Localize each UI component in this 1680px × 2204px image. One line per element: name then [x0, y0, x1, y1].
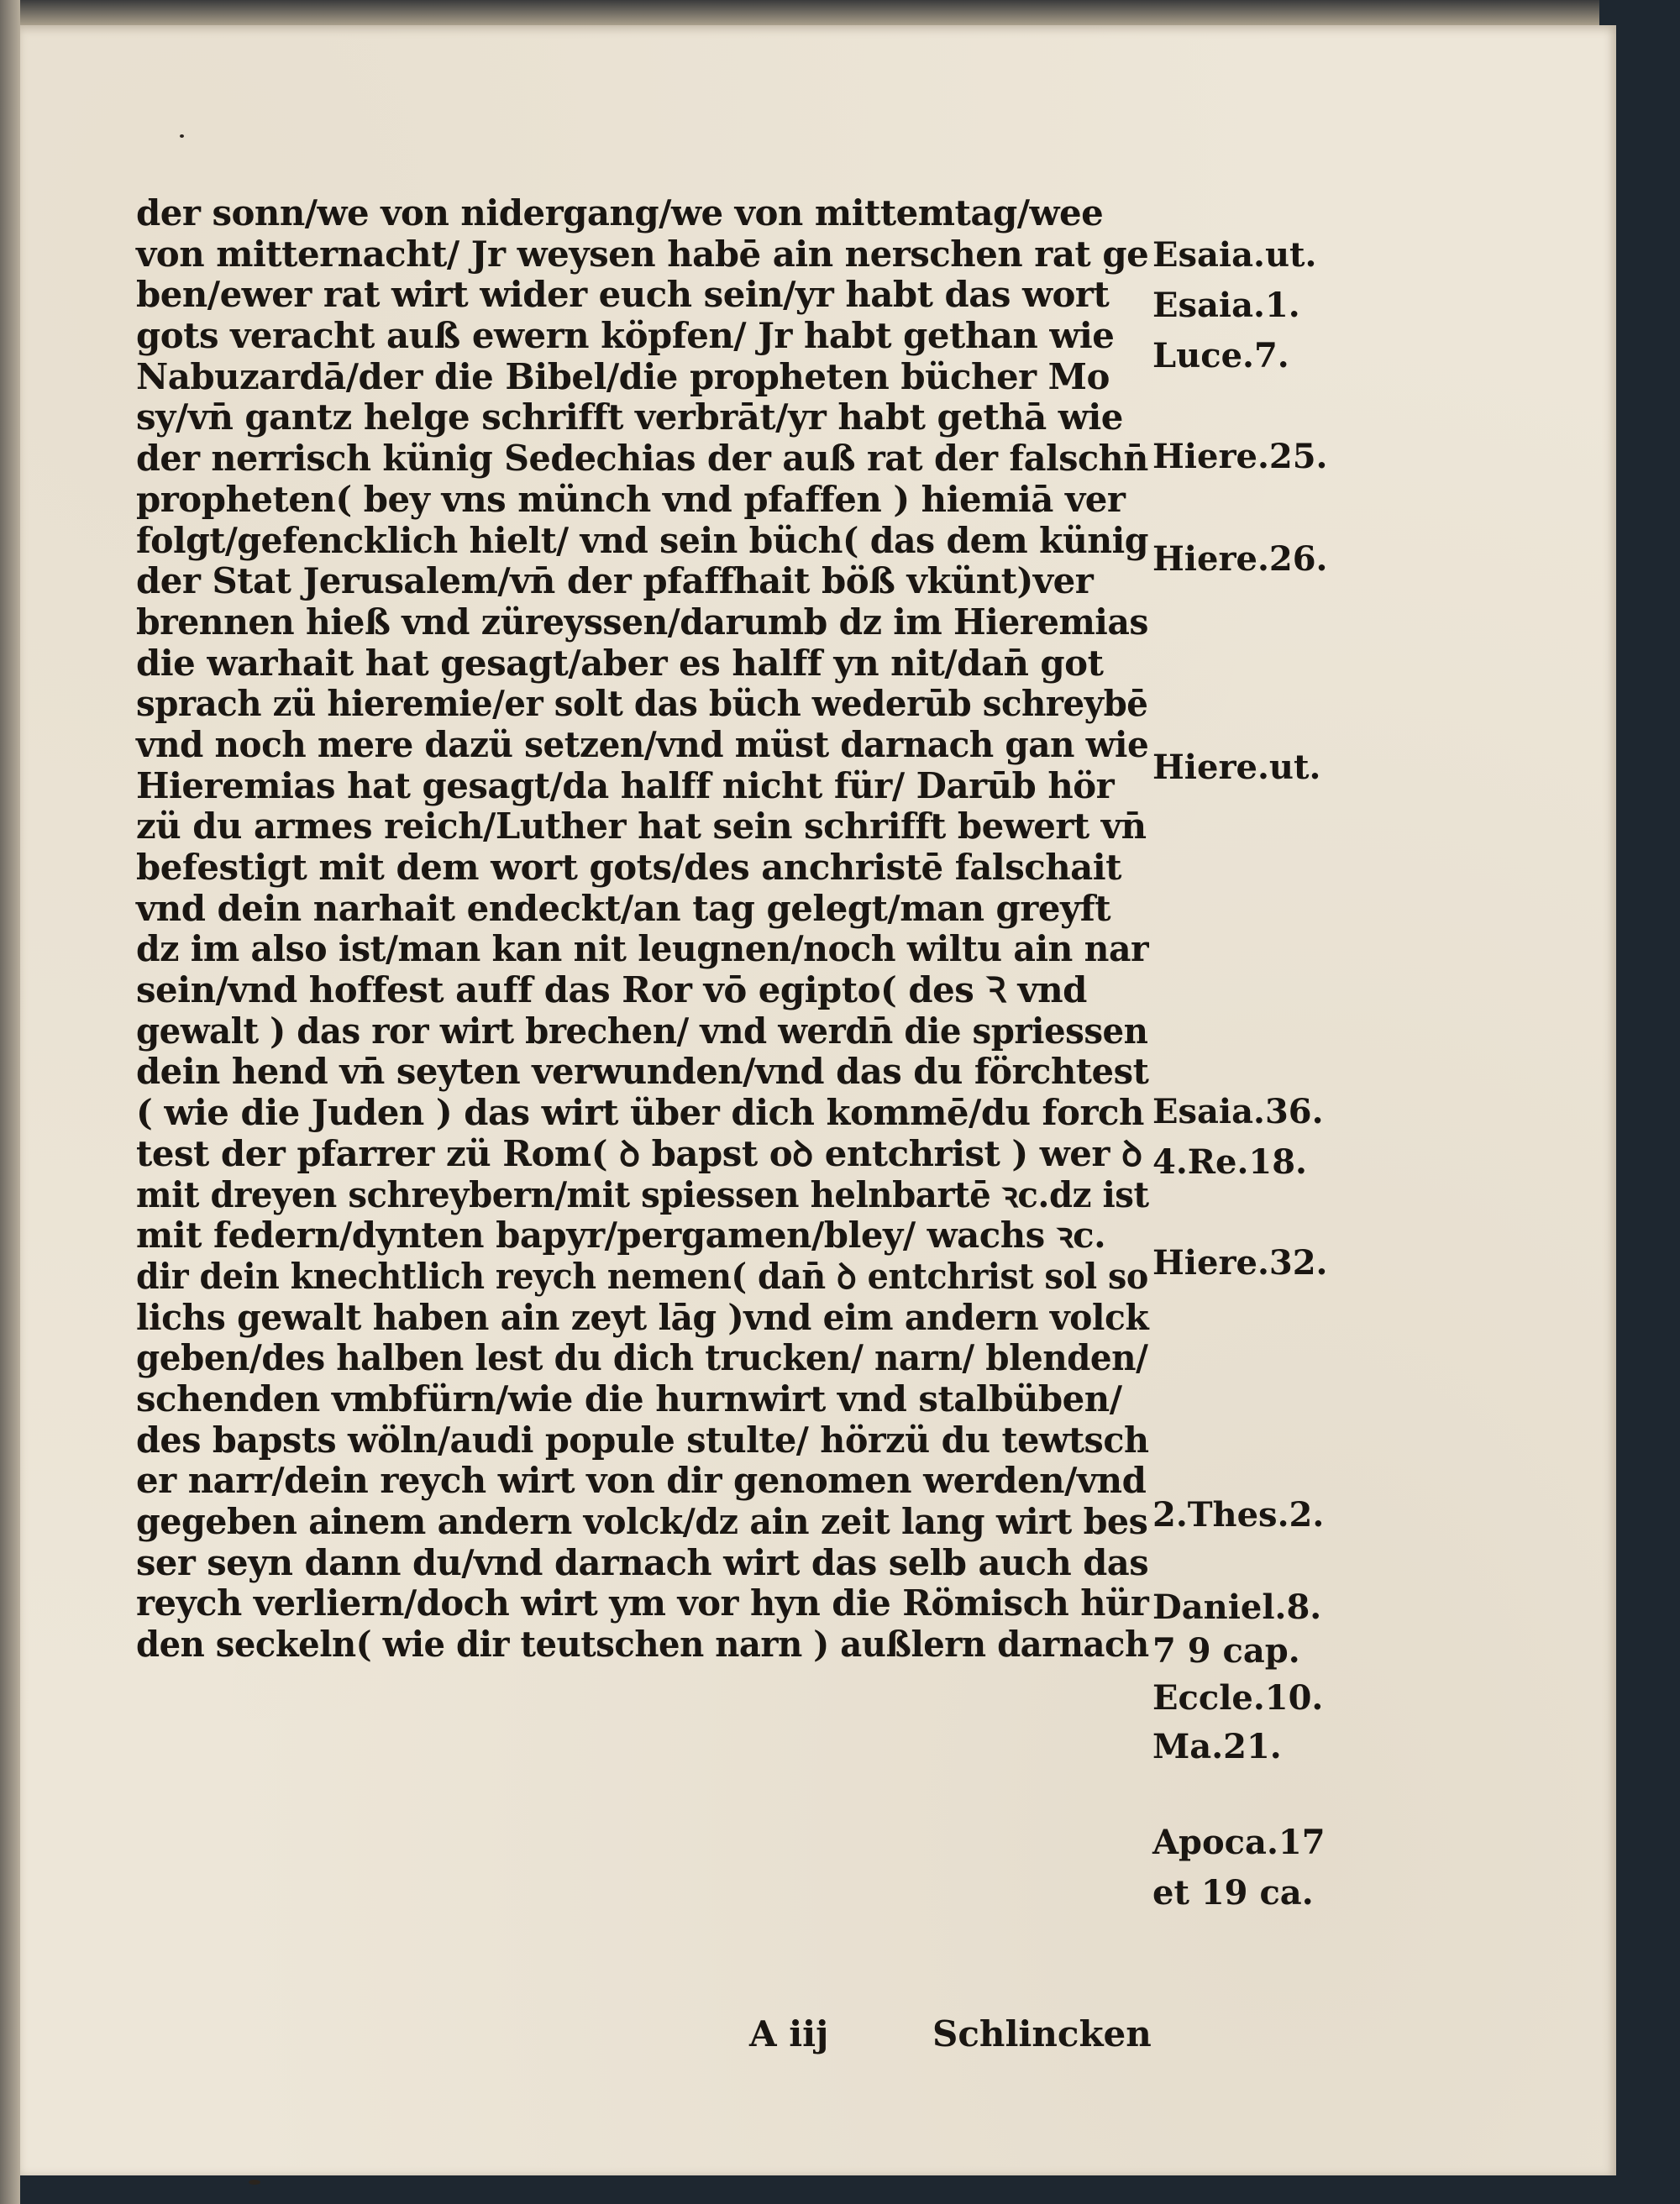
text-line: befestigt mit dem wort gots/des anchristē falschait	[136, 847, 1121, 888]
text-line: des bapsts wöln/audi popule stulte/ hörzü du tewtsch	[136, 1419, 1149, 1461]
text-line: gegeben ainem andern volck/dz ain zeit lang wirt bes	[136, 1501, 1148, 1542]
ink-speck	[249, 2180, 260, 2185]
margin-note: et 19 ca.	[1152, 1873, 1314, 1913]
text-line: Hieremias hat gesagt/da halff nicht für/ Darūb hör	[136, 764, 1115, 806]
margin-note: Hiere.25.	[1152, 437, 1328, 476]
margin-note: Apoca.17	[1152, 1823, 1326, 1862]
margin-note: 4.Re.18.	[1152, 1142, 1307, 1182]
text-line: dz im also ist/man kan nit leugnen/noch wiltu ain nar	[136, 928, 1149, 970]
text-line: der sonn/we von nidergang/we von mittemtag/wee	[136, 192, 1104, 234]
text-line: sprach zü hieremie/er solt das büch wederūb schreybē	[136, 683, 1148, 725]
margin-note: Esaia.ut.	[1152, 235, 1317, 275]
text-line: sein/vnd hoffest auff das Ror vō egipto( des Ꝛ vnd	[136, 969, 1087, 1011]
margin-notes	[1152, 25, 1362, 2175]
text-line: er narr/dein reych wirt von dir genomen werden/vnd	[136, 1460, 1147, 1502]
text-line: den seckeln( wie dir teutschen narn ) außlern darnach	[136, 1624, 1149, 1666]
catchword: Schlincken	[932, 2013, 1152, 2054]
text-line: die warhait hat gesagt/aber es halff yn nit/dan̄ got	[136, 642, 1104, 684]
text-line: dein hend vn̄ seyten verwunden/vnd das du förchtest	[136, 1051, 1149, 1093]
text-line: vnd dein narhait endeckt/an tag gelegt/man greyft	[136, 887, 1111, 929]
text-line: Nabuzardā/der die Bibel/die propheten bücher Mo	[136, 355, 1110, 397]
margin-note: Hiere.ut.	[1152, 748, 1321, 787]
text-line: der Stat Jerusalem/vn̄ der pfaffhait böß vkünt)ver	[136, 560, 1094, 602]
text-line: vnd noch mere dazü setzen/vnd müst darnach gan wie	[136, 723, 1149, 765]
margin-note: 7 9 cap.	[1152, 1631, 1300, 1671]
book-spine	[0, 0, 20, 2204]
text-line: zü du armes reich/Luther hat sein schrifft bewert vn̄	[136, 806, 1147, 847]
margin-note: Daniel.8.	[1152, 1587, 1322, 1627]
margin-note: Ma.21.	[1152, 1727, 1282, 1766]
margin-note: Hiere.32.	[1152, 1243, 1328, 1283]
ink-speck	[180, 134, 184, 138]
text-line: ser seyn dann du/vnd darnach wirt das selb auch das	[136, 1541, 1149, 1583]
text-line: test der pfarrer zü Rom( ꝺ bapst oꝺ entchrist ) wer ꝺ	[136, 1132, 1142, 1174]
text-line: geben/des halben lest du dich trucken/ narn/ blenden/	[136, 1337, 1148, 1379]
text-line: folgt/gefencklich hielt/ vnd sein büch( das dem künig	[136, 519, 1148, 561]
text-line: gewalt ) das ror wirt brechen/ vnd werdn̄ die spriessen	[136, 1010, 1148, 1052]
book-page	[20, 25, 1616, 2175]
text-line: ben/ewer rat wirt wider euch sein/yr habt das wort	[136, 274, 1110, 316]
text-line: von mitternacht/ Jr weysen habē ain nerschen rat ge	[136, 233, 1149, 275]
margin-note: Esaia.1.	[1152, 286, 1300, 325]
margin-note: Luce.7.	[1152, 336, 1289, 375]
margin-note: Esaia.36.	[1152, 1092, 1324, 1131]
text-line: gots veracht auß ewern köpfen/ Jr habt gethan wie	[136, 315, 1115, 357]
text-line: reych verliern/doch wirt ym vor hyn die Römisch hür	[136, 1582, 1149, 1624]
main-text-block	[136, 193, 1152, 1666]
margin-note: Hiere.26.	[1152, 539, 1328, 579]
text-line: ( wie die Juden ) das wirt über dich kommē/du forch	[136, 1092, 1144, 1134]
text-line: dir dein knechtlich reych nemen( dan̄ ꝺ entchrist sol so	[136, 1255, 1148, 1297]
text-line: lichs gewalt haben ain zeyt lāg )vnd eim andern volck	[136, 1296, 1149, 1338]
text-line: propheten( bey vns münch vnd pfaffen ) hiemiā ver	[136, 478, 1126, 520]
margin-note: Eccle.10.	[1152, 1678, 1324, 1718]
text-line: schenden vmbfürn/wie die hurnwirt vnd stalbüben/	[136, 1378, 1122, 1419]
text-line: mit federn/dynten bapyr/pergamen/bley/ wachs ꝛc.	[136, 1215, 1106, 1257]
signature-mark: A iij	[749, 2013, 829, 2054]
text-line: mit dreyen schreybern/mit spiessen helnbartē ꝛc.dz ist	[136, 1173, 1149, 1215]
text-line: sy/vn̄ gantz helge schrifft verbrāt/yr habt gethā wie	[136, 396, 1123, 438]
margin-note: 2.Thes.2.	[1152, 1495, 1325, 1535]
page-top-edge	[20, 0, 1599, 25]
text-line: brennen hieß vnd züreyssen/darumb dz im Hieremias	[136, 601, 1148, 643]
text-line: der nerrisch künig Sedechias der auß rat der falschn̄	[136, 438, 1148, 480]
